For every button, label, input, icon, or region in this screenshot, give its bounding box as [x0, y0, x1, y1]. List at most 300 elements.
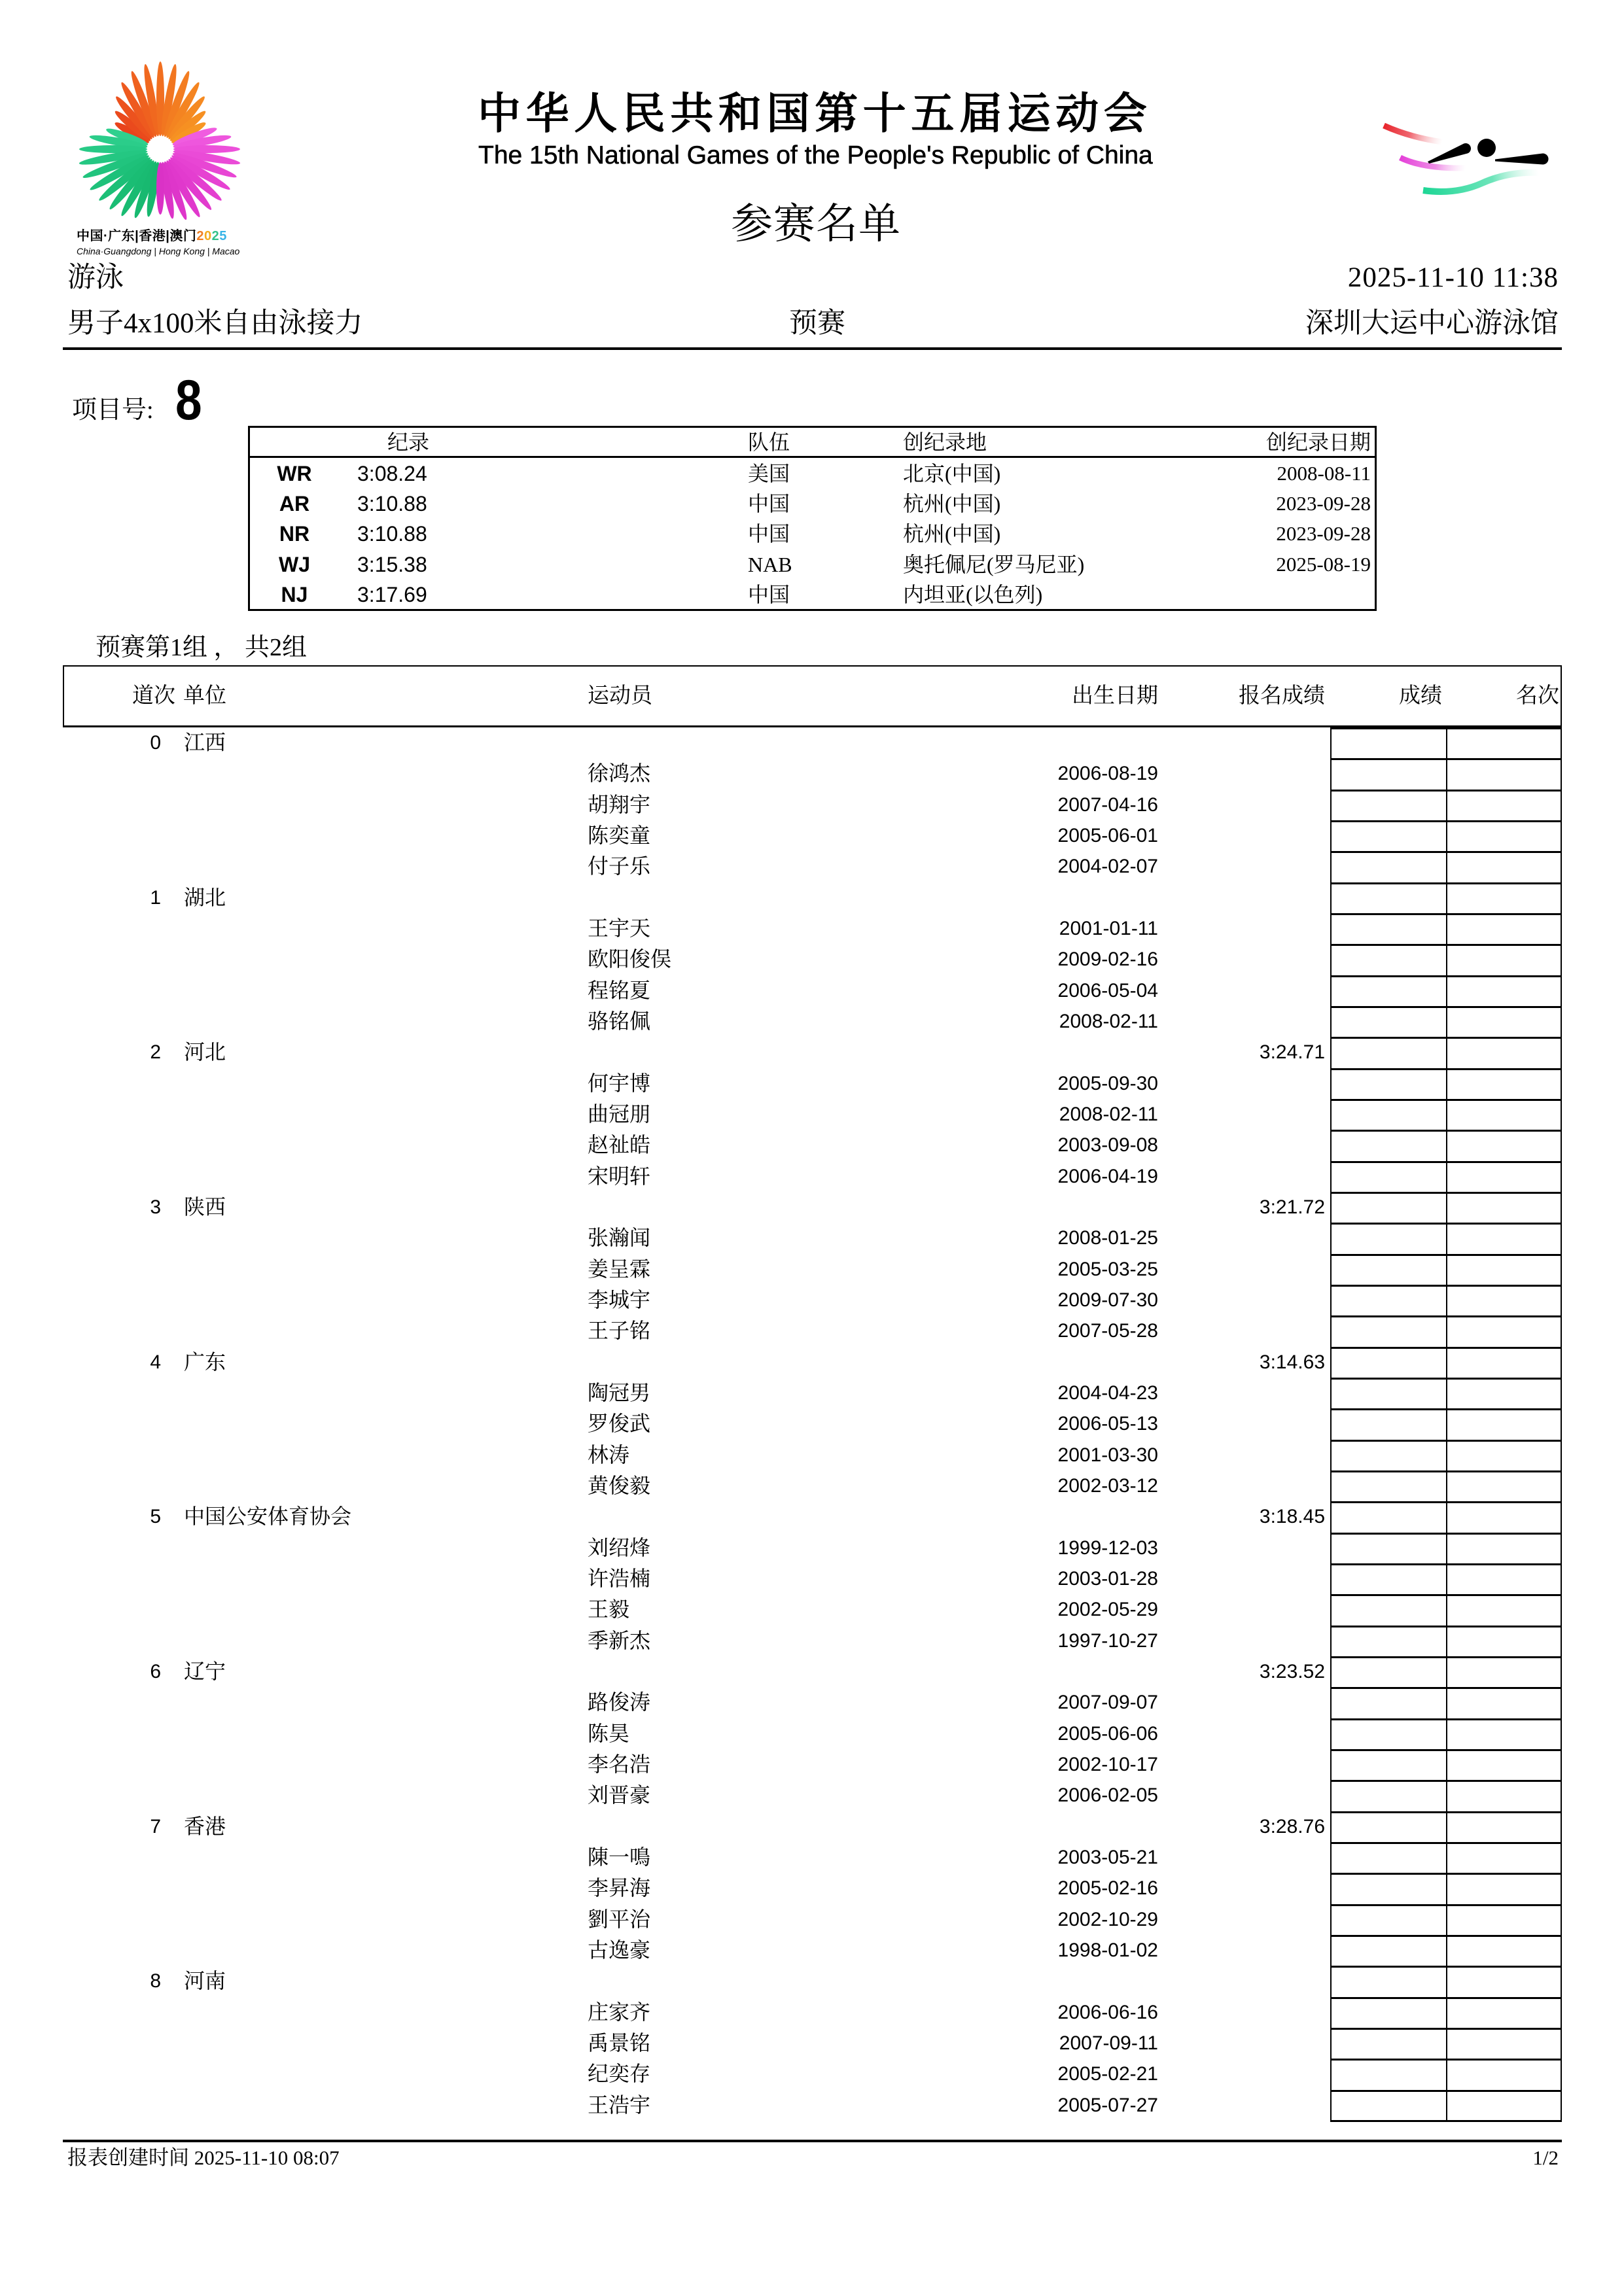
athlete-name: 宋明轩 [588, 1164, 651, 1188]
athlete-row [0, 1223, 1624, 1253]
result-cell [1330, 1997, 1446, 2028]
record-date: 2023-09-28 [1276, 492, 1371, 515]
athlete-name: 欧阳俊俣 [588, 947, 672, 971]
athlete-row [0, 1594, 1624, 1625]
lane-number: 0 [150, 732, 161, 754]
records-col-record: 纪录 [387, 430, 430, 454]
athlete-name: 罗俊武 [588, 1412, 651, 1436]
result-cell [1330, 1749, 1446, 1780]
rank-cell [1446, 1006, 1562, 1037]
athlete-dob: 2003-05-21 [1057, 1846, 1158, 1868]
athlete-row [0, 1687, 1624, 1718]
lane-number: 8 [150, 1970, 161, 1992]
rank-cell [1446, 1470, 1562, 1501]
rank-cell [1446, 1997, 1562, 2028]
lane-block [0, 1811, 1624, 1966]
athlete-row [0, 1873, 1624, 1904]
athlete-dob: 2008-01-25 [1057, 1227, 1158, 1249]
athlete-dob: 2006-06-16 [1057, 2001, 1158, 2023]
venue-name: 深圳大运中心游泳馆 [1305, 308, 1559, 339]
athlete-name: 胡翔宇 [588, 792, 651, 816]
rank-cell [1446, 1099, 1562, 1130]
result-cell [1330, 1315, 1446, 1346]
athlete-name: 林涛 [588, 1442, 630, 1467]
result-cell [1330, 1254, 1446, 1285]
team-row [0, 727, 1624, 758]
rank-cell [1446, 1130, 1562, 1160]
rank-cell [1446, 944, 1562, 975]
record-time: 3:17.69 [357, 582, 427, 606]
record-place: 杭州(中国) [903, 522, 1001, 546]
rank-cell [1446, 1254, 1562, 1285]
rank-cell [1446, 1749, 1562, 1780]
athlete-row [0, 1130, 1624, 1160]
emblem-year-digit: 5 [219, 229, 227, 243]
rank-cell [1446, 1687, 1562, 1718]
swimmer-leg [1495, 153, 1549, 164]
result-cell [1330, 1935, 1446, 1966]
athlete-name: 劉平治 [588, 1907, 651, 1931]
record-date: 2023-09-28 [1276, 522, 1371, 546]
athlete-name: 李昇海 [588, 1876, 651, 1900]
event-phase: 预赛 [789, 308, 845, 339]
rank-cell [1446, 1563, 1562, 1594]
result-cell [1330, 975, 1446, 1006]
result-cell [1330, 882, 1446, 913]
report-created-time: 报表创建时间 2025-11-10 08:07 [67, 2146, 340, 2169]
result-cell [1330, 1873, 1446, 1904]
athlete-dob: 2005-02-16 [1057, 1877, 1158, 1900]
col-dob: 出生日期 [1072, 684, 1158, 708]
sport-name: 游泳 [67, 262, 124, 293]
athlete-dob: 2007-04-16 [1057, 793, 1158, 816]
athlete-name: 赵祉皓 [588, 1133, 651, 1157]
athlete-dob: 2002-05-29 [1057, 1599, 1158, 1621]
result-cell [1330, 1533, 1446, 1563]
athlete-row [0, 1718, 1624, 1749]
record-time: 3:10.88 [357, 492, 427, 516]
result-cell [1330, 1842, 1446, 1873]
rank-cell [1446, 1161, 1562, 1192]
athlete-row [0, 1780, 1624, 1811]
lane-block [0, 882, 1624, 1037]
athlete-name: 姜呈霖 [588, 1257, 651, 1281]
team-row [0, 882, 1624, 913]
col-rank: 名次 [1516, 684, 1559, 708]
athlete-name: 庄家齐 [588, 2000, 651, 2024]
athlete-dob: 2003-09-08 [1057, 1134, 1158, 1157]
entry-time: 3:21.72 [1259, 1196, 1325, 1218]
athlete-name: 李名浩 [588, 1752, 651, 1776]
record-team: NAB [748, 552, 792, 576]
rank-cell [1446, 1285, 1562, 1315]
page-number: 1/2 [1532, 2146, 1559, 2169]
result-cell [1330, 1563, 1446, 1594]
athlete-row [0, 1533, 1624, 1563]
record-team: 中国 [748, 492, 790, 516]
result-cell [1330, 944, 1446, 975]
athlete-dob: 2009-07-30 [1057, 1289, 1158, 1311]
athlete-dob: 2006-04-19 [1057, 1165, 1158, 1187]
rank-cell [1446, 758, 1562, 789]
record-row [250, 519, 1375, 549]
athlete-dob: 2008-02-11 [1059, 1103, 1158, 1125]
lane-number: 6 [150, 1661, 161, 1682]
lane-number: 5 [150, 1506, 161, 1528]
athlete-name: 陶冠男 [588, 1380, 651, 1404]
result-cell [1330, 1006, 1446, 1037]
athlete-row [0, 913, 1624, 944]
record-place: 奥托佩尼(罗马尼亚) [903, 552, 1085, 576]
lane-block [0, 1656, 1624, 1811]
athlete-name: 曲冠朋 [588, 1102, 651, 1126]
athlete-dob: 2004-04-23 [1057, 1382, 1158, 1404]
athlete-dob: 2005-03-25 [1057, 1258, 1158, 1280]
rank-cell [1446, 882, 1562, 913]
event-name: 男子4x100米自由泳接力 [67, 308, 363, 339]
result-cell [1330, 1811, 1446, 1842]
team-row [0, 1501, 1624, 1532]
header-divider [63, 347, 1562, 350]
athlete-dob: 2007-05-28 [1057, 1320, 1158, 1342]
athlete-row [0, 1440, 1624, 1470]
athlete-dob: 2008-02-11 [1059, 1010, 1158, 1032]
rank-cell [1446, 1811, 1562, 1842]
record-time: 3:08.24 [357, 462, 427, 485]
result-cell [1330, 2090, 1446, 2121]
result-cell [1330, 1099, 1446, 1130]
lane-number: 1 [150, 886, 161, 909]
rank-cell [1446, 851, 1562, 882]
athlete-dob: 2001-03-30 [1057, 1444, 1158, 1466]
record-row [250, 459, 1375, 489]
records-col-place: 创纪录地 [903, 430, 987, 454]
entry-time: 3:28.76 [1259, 1815, 1325, 1837]
col-entry-time: 报名成绩 [1239, 684, 1325, 708]
document-title: 参赛名单 [731, 201, 901, 247]
record-code: AR [279, 492, 310, 516]
rank-cell [1446, 2090, 1562, 2121]
col-team: 单位 [183, 684, 226, 708]
swimmer-head [1477, 139, 1496, 157]
athlete-row [0, 1378, 1624, 1408]
emblem-year-digit: 0 [203, 229, 212, 243]
rank-cell [1446, 820, 1562, 851]
result-cell [1330, 790, 1446, 820]
rank-cell [1446, 2028, 1562, 2059]
athlete-row [0, 1315, 1624, 1346]
record-place: 内坦亚(以色列) [903, 582, 1043, 606]
emblem-year-digit: 2 [196, 229, 204, 243]
result-cell [1330, 1594, 1446, 1625]
games-title-cn: 中华人民共和国第十五届运动会 [478, 89, 1152, 137]
athlete-dob: 2002-10-29 [1057, 1908, 1158, 1930]
result-cell [1330, 1656, 1446, 1687]
athlete-dob: 2005-06-06 [1057, 1722, 1158, 1745]
athlete-name: 付子乐 [588, 854, 651, 878]
athlete-row [0, 2028, 1624, 2059]
athlete-name: 许浩楠 [588, 1566, 651, 1590]
start-list-header [63, 665, 1562, 727]
athlete-row [0, 975, 1624, 1006]
athlete-name: 季新杰 [588, 1628, 651, 1652]
rank-cell [1446, 1192, 1562, 1223]
rank-cell [1446, 2059, 1562, 2089]
athlete-row [0, 2090, 1624, 2121]
result-cell [1330, 1037, 1446, 1068]
result-cell [1330, 1223, 1446, 1253]
red-wave-stroke [1384, 126, 1442, 142]
athlete-dob: 2002-03-12 [1057, 1474, 1158, 1497]
result-cell [1330, 758, 1446, 789]
team-name: 湖北 [184, 885, 226, 909]
rank-cell [1446, 1935, 1562, 1966]
athlete-row [0, 944, 1624, 975]
team-name: 河北 [184, 1040, 226, 1064]
record-time: 3:15.38 [357, 552, 427, 576]
result-cell [1330, 1347, 1446, 1378]
result-cell [1330, 1130, 1446, 1160]
athlete-dob: 1998-01-02 [1057, 1939, 1158, 1961]
athlete-row [0, 1563, 1624, 1594]
record-row [250, 580, 1375, 610]
result-cell [1330, 2028, 1446, 2059]
athlete-row [0, 790, 1624, 820]
athlete-dob: 2003-01-28 [1057, 1567, 1158, 1590]
emblem-caption-en: China·Guangdong | Hong Kong | Macao [77, 246, 240, 256]
rank-cell [1446, 1873, 1562, 1904]
athlete-name: 路俊涛 [588, 1690, 651, 1714]
athlete-dob: 1997-10-27 [1057, 1629, 1158, 1652]
lane-block [0, 1347, 1624, 1502]
record-team: 中国 [748, 522, 790, 546]
records-table [248, 426, 1377, 611]
record-time: 3:10.88 [357, 522, 427, 546]
record-place: 北京(中国) [903, 462, 1001, 485]
athlete-dob: 1999-12-03 [1057, 1537, 1158, 1559]
result-cell [1330, 2059, 1446, 2089]
event-number-label: 项目号: [72, 396, 154, 424]
athlete-row [0, 1254, 1624, 1285]
rank-cell [1446, 727, 1562, 758]
record-date: 2025-08-19 [1276, 552, 1371, 576]
result-cell [1330, 1408, 1446, 1439]
result-cell [1330, 1161, 1446, 1192]
rank-cell [1446, 1594, 1562, 1625]
athlete-dob: 2004-02-07 [1057, 856, 1158, 878]
athlete-dob: 2007-09-11 [1059, 2032, 1158, 2054]
athlete-row [0, 1006, 1624, 1037]
team-row [0, 1656, 1624, 1687]
team-name: 河南 [184, 1969, 226, 1993]
rank-cell [1446, 1378, 1562, 1408]
col-athlete: 运动员 [588, 684, 652, 708]
result-cell [1330, 1378, 1446, 1408]
athlete-name: 王子铭 [588, 1319, 651, 1343]
record-code: NR [279, 522, 310, 546]
lane-block [0, 1501, 1624, 1656]
rank-cell [1446, 790, 1562, 820]
emblem-caption-text: 中国·广东|香港|澳门 [77, 229, 197, 243]
rank-cell [1446, 1223, 1562, 1253]
records-header-row [250, 428, 1375, 458]
rank-cell [1446, 1780, 1562, 1811]
lane-block [0, 1037, 1624, 1192]
athlete-row [0, 1749, 1624, 1780]
athlete-name: 陈昊 [588, 1721, 630, 1745]
athlete-name: 刘绍烽 [588, 1535, 651, 1559]
team-row [0, 1037, 1624, 1068]
result-cell [1330, 913, 1446, 944]
rank-cell [1446, 1842, 1562, 1873]
team-row [0, 1966, 1624, 1996]
athlete-row [0, 1904, 1624, 1935]
rank-cell [1446, 1408, 1562, 1439]
lane-number: 7 [150, 1815, 161, 1837]
result-cell [1330, 1718, 1446, 1749]
emblem-caption-cn [77, 229, 227, 243]
result-cell [1330, 1626, 1446, 1656]
athlete-name: 程铭夏 [588, 978, 651, 1002]
rank-cell [1446, 1037, 1562, 1068]
result-cell [1330, 1192, 1446, 1223]
rank-cell [1446, 1347, 1562, 1378]
athlete-dob: 2005-07-27 [1057, 2094, 1158, 2116]
rank-cell [1446, 1501, 1562, 1532]
athlete-row [0, 758, 1624, 789]
athlete-name: 陳一鳴 [588, 1845, 651, 1869]
athlete-dob: 2001-01-11 [1059, 917, 1158, 939]
team-row [0, 1192, 1624, 1223]
athlete-dob: 2009-02-16 [1057, 948, 1158, 971]
record-code: NJ [281, 582, 308, 606]
athlete-name: 骆铭佩 [588, 1009, 651, 1033]
athlete-row [0, 1408, 1624, 1439]
lane-number: 2 [150, 1041, 161, 1064]
rank-cell [1446, 975, 1562, 1006]
team-name: 香港 [184, 1814, 226, 1838]
record-team: 中国 [748, 582, 790, 606]
athlete-row [0, 1068, 1624, 1099]
athlete-name: 徐鸿杰 [588, 761, 651, 786]
emblem-year-digit: 2 [211, 229, 220, 243]
games-title-en: The 15th National Games of the People's Republic of China [478, 141, 1153, 169]
rank-cell [1446, 913, 1562, 944]
athlete-row [0, 1470, 1624, 1501]
athlete-row [0, 1161, 1624, 1192]
emblem-magenta-petals [156, 125, 241, 221]
athlete-dob: 2006-02-05 [1057, 1784, 1158, 1807]
athlete-name: 禹景铭 [588, 2030, 651, 2055]
athlete-row [0, 1285, 1624, 1315]
record-code: WJ [279, 552, 310, 576]
lane-number: 3 [150, 1196, 161, 1218]
athlete-name: 张瀚闻 [588, 1226, 651, 1250]
lane-block [0, 727, 1624, 882]
event-number-value: 8 [175, 369, 202, 432]
athlete-dob: 2005-06-01 [1057, 825, 1158, 846]
athlete-name: 何宇博 [588, 1071, 651, 1095]
athlete-name: 古逸豪 [588, 1938, 651, 1962]
athlete-dob: 2006-05-13 [1057, 1413, 1158, 1435]
result-cell [1330, 1966, 1446, 1996]
athlete-row [0, 2059, 1624, 2089]
swimmer-arm [1428, 143, 1471, 164]
result-cell [1330, 1440, 1446, 1470]
rank-cell [1446, 1656, 1562, 1687]
lane-block [0, 1192, 1624, 1347]
athlete-dob: 2006-08-19 [1057, 763, 1158, 785]
athlete-row [0, 1099, 1624, 1130]
green-wave-stroke [1423, 173, 1539, 192]
team-name: 广东 [184, 1349, 226, 1374]
team-row [0, 1347, 1624, 1378]
entry-time: 3:14.63 [1259, 1351, 1325, 1373]
result-cell [1330, 851, 1446, 882]
result-cell [1330, 1068, 1446, 1099]
athlete-dob: 2006-05-04 [1057, 979, 1158, 1001]
athlete-row [0, 820, 1624, 851]
rank-cell [1446, 1315, 1562, 1346]
result-cell [1330, 1470, 1446, 1501]
swimming-pictogram-icon [1374, 105, 1570, 209]
start-list-body [0, 727, 1624, 2121]
result-cell [1330, 1687, 1446, 1718]
athlete-row [0, 1626, 1624, 1656]
athlete-name: 黄俊毅 [588, 1473, 651, 1497]
athlete-name: 李城宇 [588, 1288, 651, 1312]
print-datetime: 2025-11-10 11:38 [1347, 262, 1559, 293]
result-grid-bottom-border [1330, 2120, 1562, 2122]
athlete-name: 王浩宇 [588, 2093, 651, 2117]
lane-number: 4 [150, 1351, 161, 1373]
entry-time: 3:18.45 [1259, 1506, 1325, 1528]
team-row [0, 1811, 1624, 1842]
heat-label: 预赛第1组 ， 共2组 [96, 634, 308, 661]
team-name: 陕西 [184, 1195, 226, 1219]
team-name: 中国公安体育协会 [184, 1505, 352, 1529]
record-code: WR [277, 462, 312, 485]
rank-cell [1446, 1068, 1562, 1099]
entry-time: 3:24.71 [1259, 1041, 1325, 1064]
col-lane: 道次 [132, 684, 175, 708]
athlete-row [0, 1935, 1624, 1966]
team-name: 江西 [184, 731, 226, 754]
rank-cell [1446, 1718, 1562, 1749]
lane-block [0, 1966, 1624, 2121]
rank-cell [1446, 1533, 1562, 1563]
athlete-row [0, 1842, 1624, 1873]
athlete-name: 刘晋豪 [588, 1783, 651, 1807]
result-cell [1330, 1285, 1446, 1315]
result-cell [1330, 820, 1446, 851]
rank-cell [1446, 1904, 1562, 1935]
rank-cell [1446, 1440, 1562, 1470]
record-row [250, 549, 1375, 580]
athlete-name: 纪奕存 [588, 2062, 651, 2086]
athlete-dob: 2005-09-30 [1057, 1072, 1158, 1094]
athlete-name: 王毅 [588, 1597, 630, 1622]
entry-time: 3:23.52 [1259, 1661, 1325, 1682]
athlete-dob: 2005-02-21 [1057, 2063, 1158, 2085]
athlete-name: 王宇天 [588, 916, 651, 940]
records-col-date: 创纪录日期 [1265, 430, 1371, 454]
result-cell [1330, 727, 1446, 758]
record-row [250, 489, 1375, 519]
records-col-team: 队伍 [748, 430, 790, 454]
record-place: 杭州(中国) [903, 492, 1001, 516]
record-team: 美国 [748, 462, 790, 485]
